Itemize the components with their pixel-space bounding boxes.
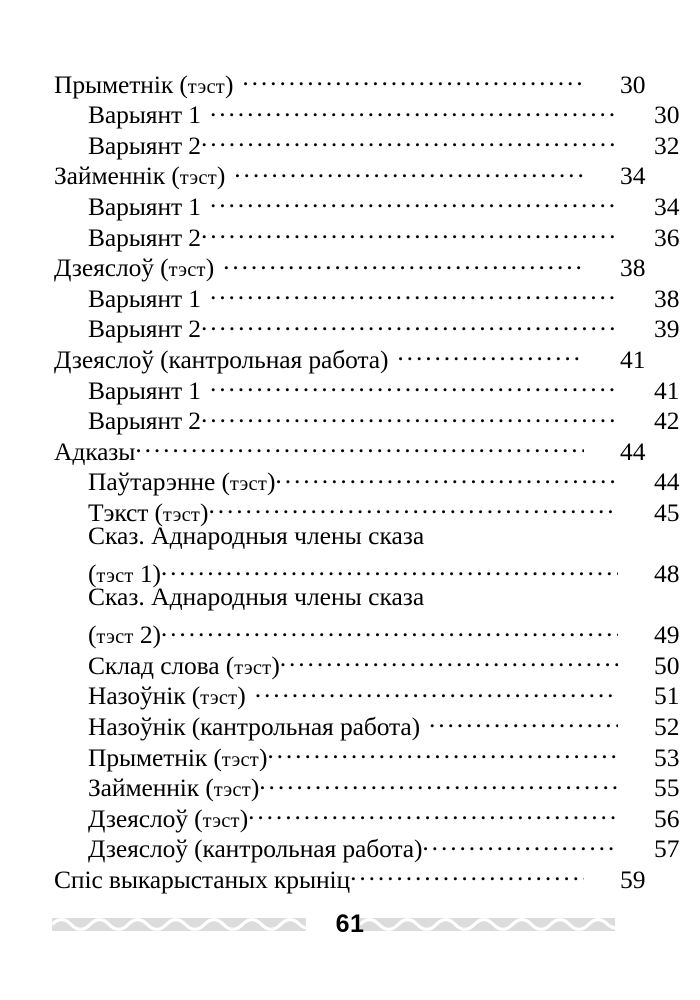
toc-entry-line [54, 184, 680, 221]
toc-entry-page: 50 [654, 650, 680, 680]
toc-entry-title: Назоўнік (тэст) [88, 681, 246, 711]
toc-entry[interactable] [54, 796, 680, 833]
toc-entry-line [54, 62, 646, 99]
toc-entry[interactable] [54, 93, 680, 130]
page-number: 61 [335, 910, 365, 938]
toc-entry-line [54, 460, 680, 497]
toc-entry-line [54, 735, 680, 772]
toc-entry-title: Сказ. Аднародныя члены сказа [88, 582, 425, 612]
toc-entry[interactable] [54, 827, 680, 864]
toc-entry-title: Варыянт 1 [88, 375, 201, 405]
toc-entry-title: Назоўнік (кантрольная работа) [88, 712, 420, 742]
dot-leader [214, 246, 584, 277]
toc-entry[interactable] [54, 766, 680, 803]
toc-entry-kind: тэст [202, 809, 240, 832]
page-footer [0, 908, 700, 946]
toc-entry-kind: тэст [96, 565, 134, 588]
toc-entry-kind: тэст [179, 167, 217, 190]
dot-leader [201, 184, 618, 215]
toc-entry-page: 36 [654, 222, 680, 252]
toc-entry[interactable] [54, 276, 680, 313]
toc-entry[interactable] [54, 643, 680, 680]
dot-leader [420, 704, 618, 735]
toc-entry-line [54, 827, 680, 864]
toc-entry-line [54, 796, 680, 833]
toc-entry-title: Прыметнік (тэст) [88, 742, 268, 772]
dot-leader [422, 827, 618, 858]
toc-entry-page: 39 [654, 314, 680, 344]
toc-entry-kind: тэст [213, 779, 251, 802]
toc-entry[interactable] [54, 368, 680, 405]
toc-entry-title: Дзеяслоў (тэст) [88, 803, 249, 833]
toc-entry-title: Спіс выкарыстаных крыніц [54, 865, 351, 895]
toc-entry-page: 55 [654, 773, 680, 803]
toc-entry-title: Склад слова (тэст) [88, 650, 280, 680]
toc-entry-title: Паўтарэнне (тэст) [88, 467, 276, 497]
toc-entry[interactable] [54, 704, 680, 742]
toc-entry-kind: тэст [234, 656, 272, 679]
toc-entry-line [54, 399, 680, 436]
toc-entry[interactable] [54, 246, 646, 283]
toc-entry-page: 30 [620, 69, 646, 99]
toc-entry-line [54, 368, 680, 405]
dot-leader [201, 215, 618, 246]
toc-entry[interactable] [54, 184, 680, 221]
toc-entry-line [54, 643, 680, 680]
toc-entry-line [54, 857, 646, 895]
toc-entry-line [54, 215, 680, 252]
dot-leader [267, 735, 618, 766]
dot-leader [208, 490, 618, 521]
toc-entry[interactable] [54, 582, 680, 650]
toc-entry-page: 34 [620, 161, 646, 191]
toc-entry[interactable] [54, 154, 646, 191]
toc-entry-list [54, 62, 680, 895]
dot-leader [161, 613, 618, 644]
toc-entry[interactable] [54, 307, 680, 344]
toc-entry[interactable] [54, 399, 680, 436]
toc-entry-line [54, 123, 680, 160]
toc-entry-title: Адказы [54, 436, 136, 466]
dot-leader [233, 62, 584, 93]
toc-entry-title: Варыянт 2 [88, 406, 201, 436]
toc-entry[interactable] [54, 520, 680, 589]
toc-entry-page: 48 [654, 559, 680, 589]
toc-entry-line-primary [54, 582, 680, 613]
dot-leader [201, 399, 618, 430]
toc-entry-page: 51 [654, 681, 680, 711]
toc-entry-page: 53 [654, 742, 680, 772]
dot-leader [388, 337, 584, 368]
toc-entry-page: 49 [654, 620, 680, 650]
dot-leader [275, 460, 618, 491]
toc-entry[interactable] [54, 123, 680, 160]
toc-entry-page: 38 [620, 253, 646, 283]
toc-entry-title: Сказ. Аднародныя члены сказа [88, 520, 425, 550]
toc-entry-page: 38 [654, 283, 680, 313]
toc-entry-line [54, 276, 680, 313]
dot-leader [161, 552, 618, 583]
dot-leader [201, 307, 618, 338]
toc-entry-title: (тэст 1) [88, 559, 161, 589]
toc-entry-title: Займеннік (тэст) [88, 773, 260, 803]
toc-entry-line [54, 490, 680, 527]
dot-leader [259, 766, 618, 797]
toc-entry-title: Варыянт 1 [88, 100, 201, 130]
dot-leader [201, 276, 618, 307]
toc-entry[interactable] [54, 674, 680, 711]
toc-entry-line [54, 246, 646, 283]
toc-entry-kind: тэст [162, 503, 201, 526]
toc-entry-line [54, 307, 680, 344]
toc-entry-page: 52 [654, 712, 680, 742]
toc-entry-line-continuation [54, 613, 680, 650]
dot-leader [246, 674, 618, 705]
toc-entry[interactable] [54, 460, 680, 497]
toc-entry-line [54, 674, 680, 711]
toc-entry-title: Дзеяслоў (кантрольная работа) [54, 344, 389, 374]
dot-leader [350, 857, 584, 888]
toc-entry-title: Тэкст (тэст) [88, 497, 209, 527]
dot-leader [201, 368, 618, 399]
toc-entry-page: 44 [654, 467, 680, 497]
toc-entry-page: 41 [654, 375, 680, 405]
toc-entry[interactable] [54, 215, 680, 252]
dot-leader [201, 93, 618, 124]
toc-entry-kind: тэст [221, 748, 259, 771]
toc-entry-page: 44 [620, 436, 646, 466]
toc-entry-title: Варыянт 1 [88, 283, 201, 313]
toc-entry-title: Займеннік (тэст) [54, 161, 226, 191]
toc-entry-line [54, 93, 680, 130]
toc-entry-title: Варыянт 2 [88, 130, 201, 160]
toc-entry-page: 30 [654, 100, 680, 130]
toc-entry-line [54, 154, 646, 191]
toc-entry-page: 59 [620, 865, 646, 895]
toc-entry-title: Дзеяслоў (кантрольная работа) [88, 834, 423, 864]
toc-entry-kind: тэст [187, 75, 225, 98]
toc-entry-page: 42 [654, 406, 680, 436]
toc-entry[interactable] [54, 62, 646, 99]
toc-entry-title: Варыянт 2 [88, 222, 201, 252]
toc-entry-title: Дзеяслоў (тэст) [54, 253, 215, 283]
toc-entry-page: 32 [654, 130, 680, 160]
dot-leader [135, 429, 584, 460]
toc-entry-title: Варыянт 1 [88, 191, 201, 221]
toc-entry-kind: тэст [96, 626, 134, 649]
toc-entry-page: 41 [620, 344, 646, 374]
toc-entry[interactable] [54, 490, 680, 527]
toc-entry-line-continuation [54, 552, 680, 589]
toc-entry-page: 56 [654, 803, 680, 833]
dot-leader [248, 796, 618, 827]
toc-entry[interactable] [54, 337, 646, 374]
toc-entry[interactable] [54, 429, 646, 466]
toc-entry-page: 34 [654, 191, 680, 221]
toc-entry-kind: тэст [200, 687, 238, 710]
toc-entry-title: Прыметнік (тэст) [54, 69, 234, 99]
toc-entry-line [54, 704, 680, 742]
toc-entry[interactable] [54, 857, 646, 895]
toc-entry-title: (тэст 2) [88, 620, 161, 650]
toc-entry-line-primary [54, 521, 680, 552]
dot-leader [225, 154, 584, 185]
toc-entry-kind: тэст [168, 259, 206, 282]
toc-entry-page: 57 [654, 834, 680, 864]
toc-entry-line [54, 429, 646, 466]
toc-entry-title: Варыянт 2 [88, 314, 201, 344]
toc-entry-page: 45 [654, 497, 680, 527]
toc-entry-line [54, 766, 680, 803]
dot-leader [201, 123, 618, 154]
toc-entry-kind: тэст [229, 473, 268, 496]
toc-entry-line [54, 337, 646, 374]
toc-entry[interactable] [54, 735, 680, 772]
dot-leader [280, 643, 618, 674]
